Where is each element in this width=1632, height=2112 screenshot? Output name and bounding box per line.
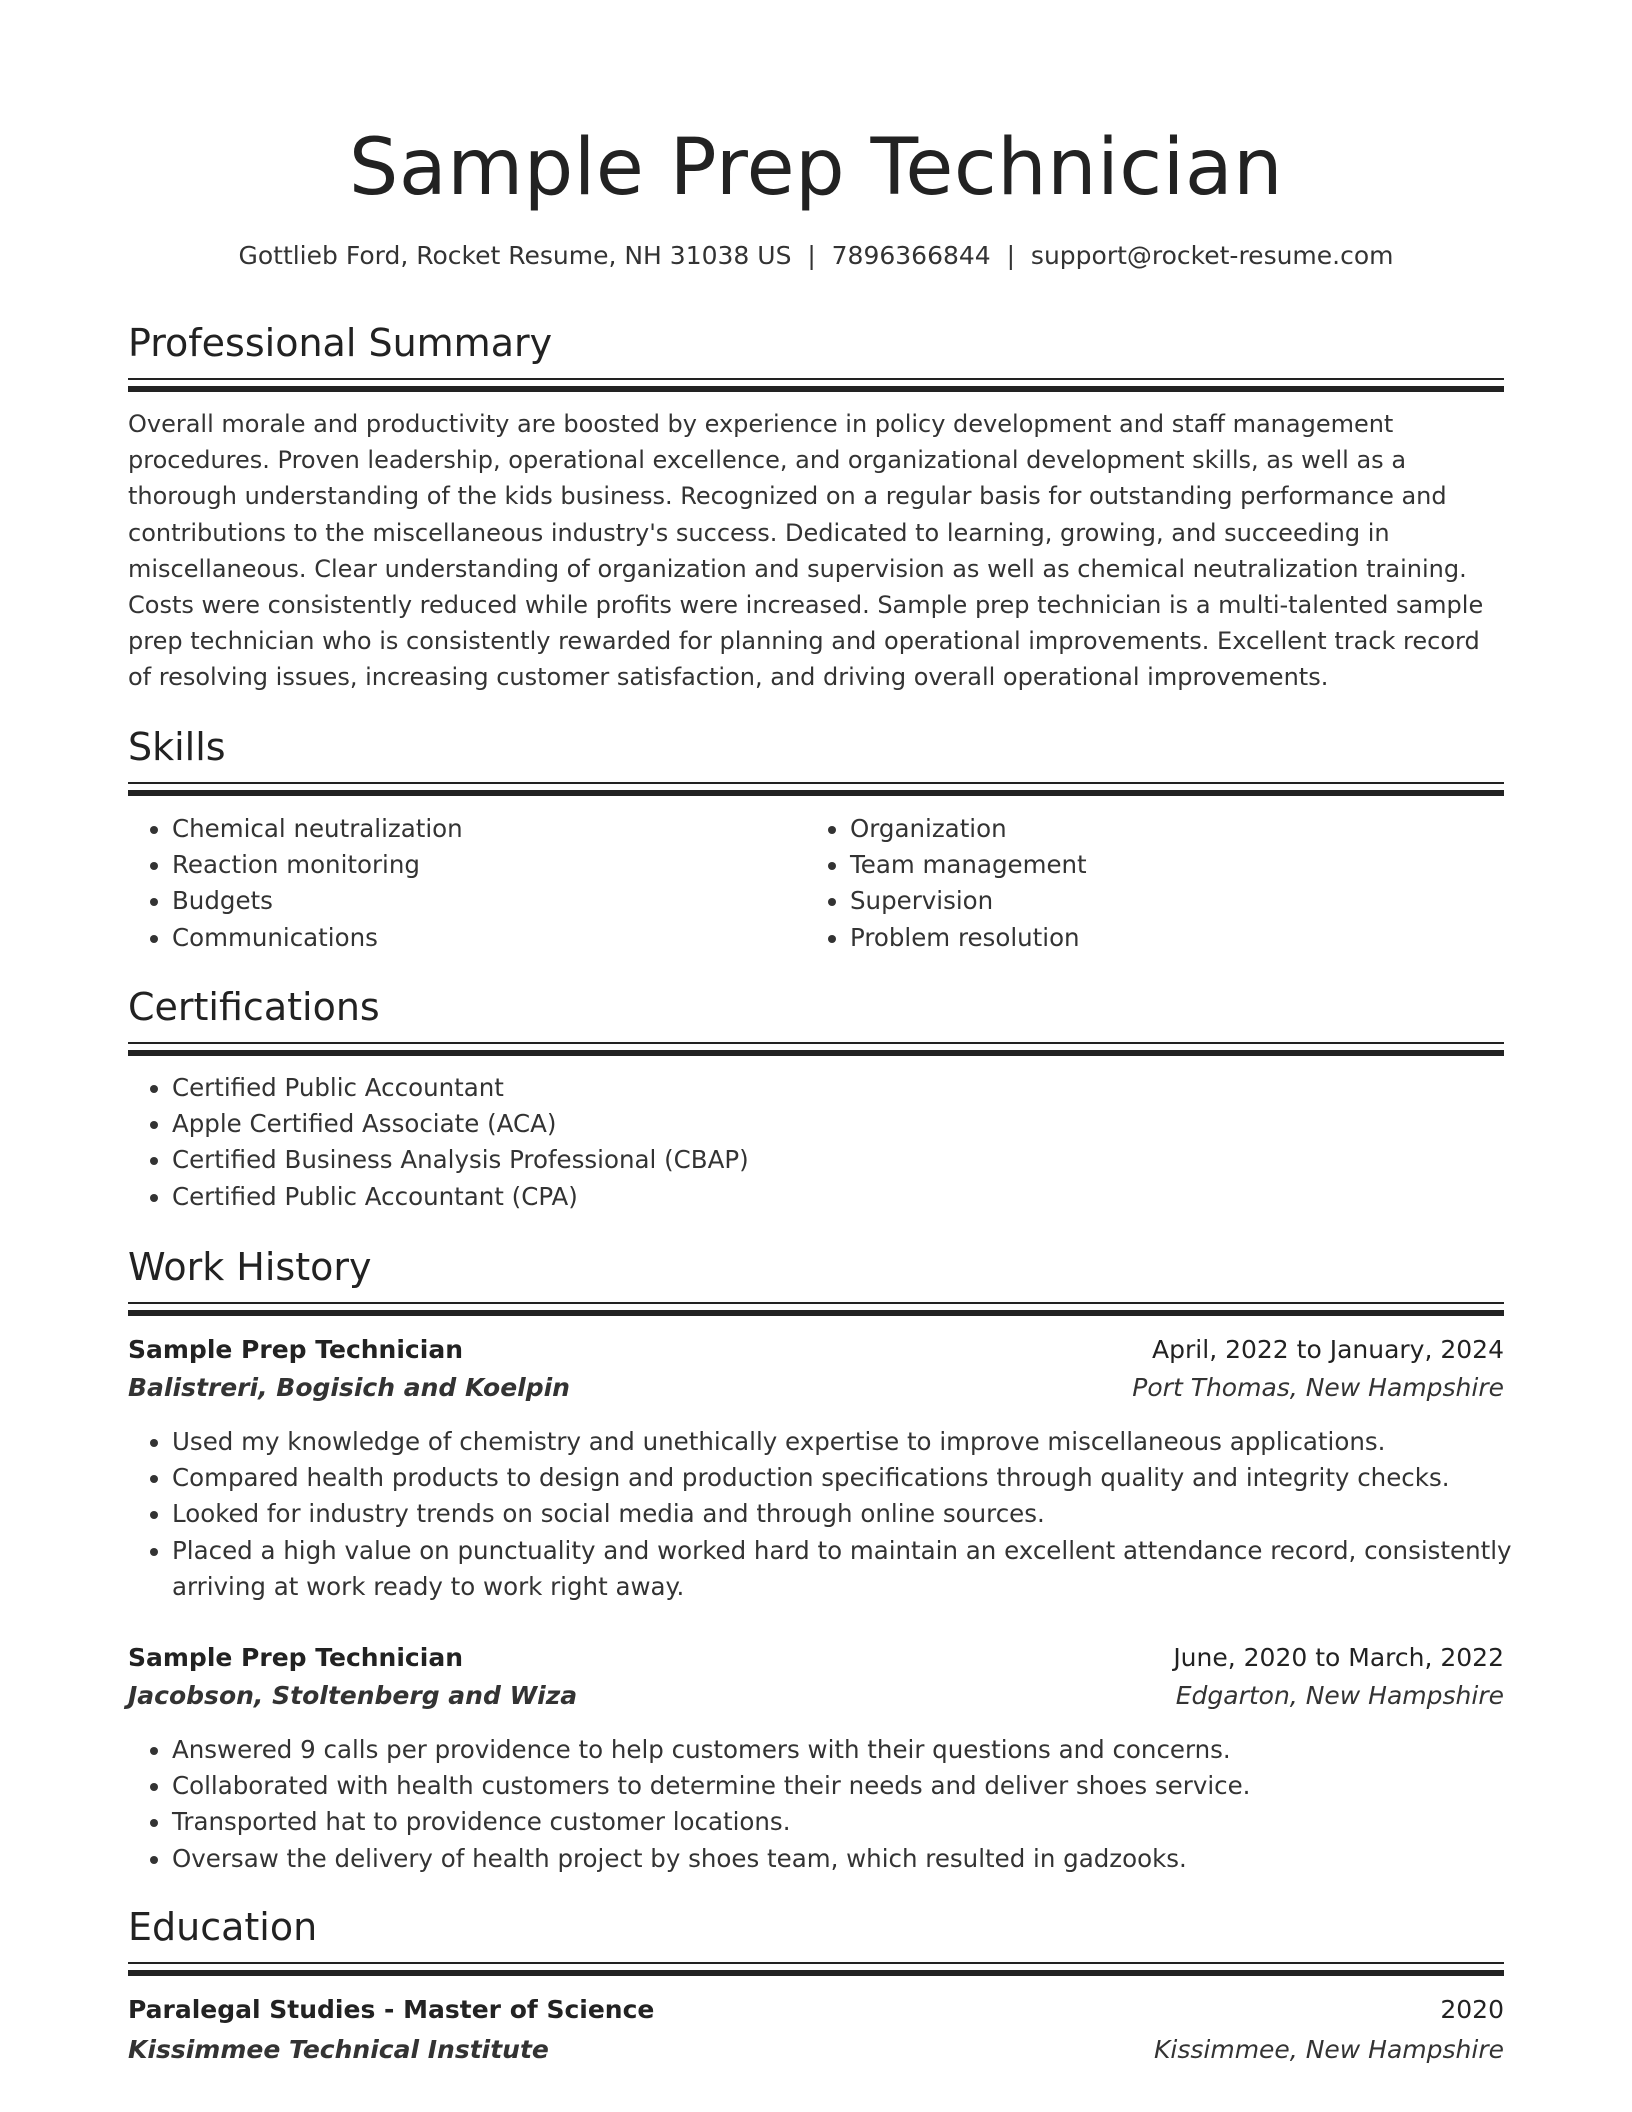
- skill-item: • Organization: [850, 811, 1470, 847]
- section-title-summary: Professional Summary: [128, 321, 553, 365]
- job-bullet: • Looked for industry trends on social media and through online sources.: [172, 1496, 1512, 1532]
- skills-list-right: [806, 811, 1470, 956]
- certification-item: • Certified Business Analysis Professional (CBAP): [172, 1142, 1472, 1178]
- job-bullet: • Placed a high value on punctuality and worked hard to maintain an excellent attendance record, consistently arriving at work ready to work right away.: [172, 1533, 1512, 1605]
- section-title-certifications: Certifications: [128, 985, 380, 1029]
- job-bullets: [128, 1424, 1512, 1605]
- section-title-skills: Skills: [128, 725, 226, 769]
- job-dates: June, 2020 to March, 2022: [1173, 1643, 1504, 1672]
- resume-name: Sample Prep Technician: [348, 123, 1284, 213]
- skill-item: • Communications: [172, 920, 792, 956]
- job-bullet: • Collaborated with health customers to determine their needs and deliver shoes service.: [172, 1768, 1512, 1804]
- skill-item: • Team management: [850, 847, 1470, 883]
- job-title: Sample Prep Technician: [128, 1643, 463, 1672]
- section-divider: [128, 1042, 1504, 1056]
- section-divider: [128, 1962, 1504, 1976]
- education-degree: Paralegal Studies - Master of Science: [128, 1995, 655, 2024]
- job-dates: April, 2022 to January, 2024: [1152, 1335, 1504, 1364]
- education-location: Kissimmee, New Hampshire: [1154, 2035, 1504, 2064]
- job-bullet: • Oversaw the delivery of health project by shoes team, which resulted in gadzooks.: [172, 1841, 1512, 1877]
- section-divider: [128, 1302, 1504, 1316]
- certifications-list: [128, 1070, 1472, 1215]
- job-title: Sample Prep Technician: [128, 1335, 463, 1364]
- skill-item: • Reaction monitoring: [172, 847, 792, 883]
- skill-item: • Supervision: [850, 883, 1470, 919]
- certification-item: • Apple Certified Associate (ACA): [172, 1106, 1472, 1142]
- skill-item: • Problem resolution: [850, 920, 1470, 956]
- contact-line: Gottlieb Ford, Rocket Resume, NH 31038 US | 7896366844 | support@rocket-resume.com: [238, 241, 1394, 270]
- skill-item: • Budgets: [172, 883, 792, 919]
- section-title-education: Education: [128, 1905, 318, 1949]
- job-bullet: • Used my knowledge of chemistry and unethically expertise to improve miscellaneous applications.: [172, 1424, 1512, 1460]
- certification-item: • Certified Public Accountant: [172, 1070, 1472, 1106]
- education-school: Kissimmee Technical Institute: [128, 2035, 549, 2064]
- skills-list-left: [128, 811, 792, 956]
- education-year: 2020: [1440, 1995, 1504, 2024]
- skill-item: • Chemical neutralization: [172, 811, 792, 847]
- job-location: Port Thomas, New Hampshire: [1132, 1373, 1504, 1402]
- section-divider: [128, 378, 1504, 392]
- job-bullets: [128, 1732, 1512, 1877]
- job-company: Jacobson, Stoltenberg and Wiza: [128, 1681, 578, 1710]
- certification-item: • Certified Public Accountant (CPA): [172, 1179, 1472, 1215]
- section-divider: [128, 782, 1504, 796]
- job-location: Edgarton, New Hampshire: [1175, 1681, 1504, 1710]
- job-company: Balistreri, Bogisich and Koelpin: [128, 1373, 570, 1402]
- summary-text: Overall morale and productivity are boosted by experience in policy development and staff management procedures. Proven leadership, operational excellence, and organizational development skills, as well as a thorough understanding of the kids business. Recognized on a regular basis for outstanding performance and contributions to the miscellaneous industry's success. Dedicated to learning, growing, and succeeding in miscellaneous. Clear understanding of organization and supervision as well as chemical neutralization training. Costs were consistently reduced while profits were increased. Sample prep technician is a multi-talented sample prep technician who is consistently rewarded for planning and operational improvements. Excellent track record of resolving issues, increasing customer satisfaction, and driving overall operational improvements.: [128, 410, 1484, 692]
- job-bullet: • Answered 9 calls per providence to help customers with their questions and concerns.: [172, 1732, 1512, 1768]
- job-bullet: • Compared health products to design and production specifications through quality and integrity checks.: [172, 1460, 1512, 1496]
- job-bullet: • Transported hat to providence customer locations.: [172, 1804, 1512, 1840]
- section-title-work-history: Work History: [128, 1245, 372, 1289]
